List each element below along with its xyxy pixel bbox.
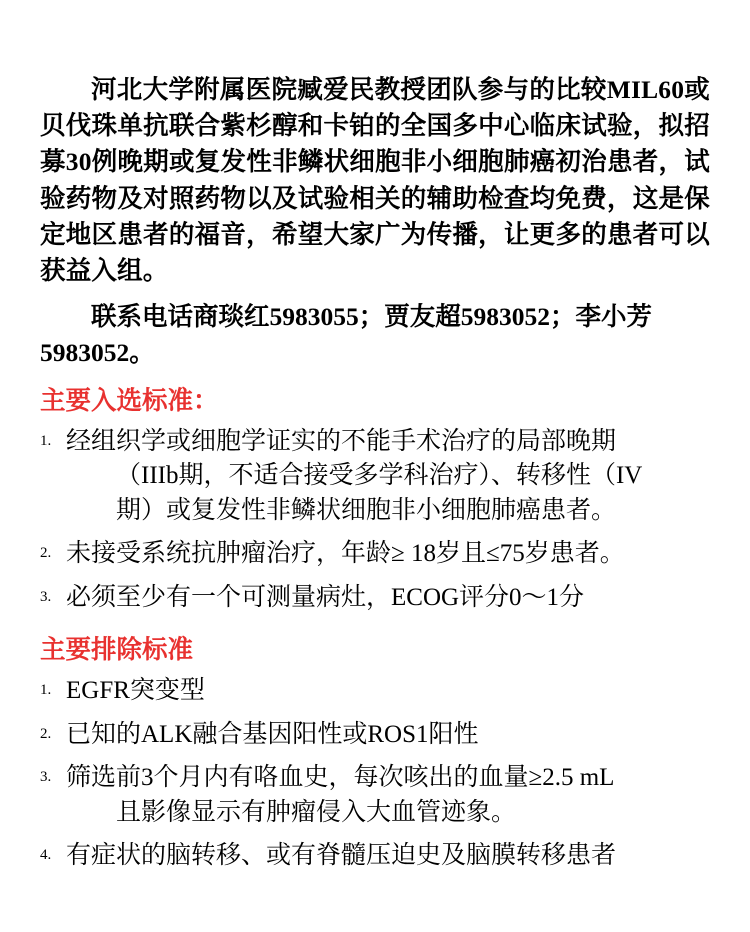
list-item: [40, 761, 710, 830]
list-item-number: 4.: [40, 847, 52, 864]
list-item-text: [66, 761, 710, 830]
list-item-text: 必须至少有一个可测量病灶，ECOG评分0～1分: [66, 583, 585, 611]
list-item: [40, 581, 710, 616]
list-item-line: 且影像显示有肿瘤侵入大血管迹象。: [116, 798, 517, 826]
list-item-number: 3.: [40, 588, 52, 605]
list-item-number: 1.: [40, 432, 52, 449]
list-item-number: 2.: [40, 725, 52, 742]
list-item-text: 未接受系统抗肿瘤治疗，年龄≥ 18岁且≤75岁患者。: [66, 540, 625, 568]
inclusion-criteria-list: [40, 425, 710, 616]
exclusion-criteria-list: [40, 674, 710, 874]
contact-paragraph: 联系电话商琰红5983055；贾友超5983052；李小芳5983052。: [40, 302, 653, 368]
list-item-number: 1.: [40, 682, 52, 699]
list-item-line: 经组织学或细胞学证实的不能手术治疗的局部晚期: [66, 427, 617, 455]
list-item-number: 3.: [40, 769, 52, 786]
inclusion-criteria-title: 主要入选标准：: [40, 385, 219, 415]
list-item-number: 2.: [40, 545, 52, 562]
list-item: [40, 718, 710, 753]
list-item-text: 有症状的脑转移、或有脊髓压迫史及脑膜转移患者: [66, 842, 617, 870]
list-item: [40, 674, 710, 709]
list-item: [40, 537, 710, 572]
list-item-line: 期）或复发性非鳞状细胞非小细胞肺癌患者。: [116, 496, 617, 524]
intro-paragraph: 河北大学附属医院臧爱民教授团队参与的比较MIL60或贝伐珠单抗联合紫杉醇和卡铂的全国多中心临床试验，拟招募30例晚期或复发性非鳞状细胞非小细胞肺癌初治患者，试验药物及对照药物以及试验相关的辅助检查均免费，这是保定地区患者的福音，希望大家广为传播，让更多的患者可以获益入组。: [40, 75, 710, 286]
list-item: [40, 839, 710, 874]
list-item-line: （IIIb期，不适合接受多学科治疗）、转移性（IV: [116, 462, 643, 490]
list-item-text: 已知的ALK融合基因阳性或ROS1阳性: [66, 720, 479, 748]
list-item: [40, 425, 710, 529]
list-item-line: 筛选前3个月内有咯血史，每次咳出的血量≥2.5 mL: [66, 764, 615, 792]
list-item-text: EGFR突变型: [66, 677, 205, 705]
exclusion-criteria-title: 主要排除标准: [40, 635, 194, 665]
list-item-text: [66, 425, 710, 529]
